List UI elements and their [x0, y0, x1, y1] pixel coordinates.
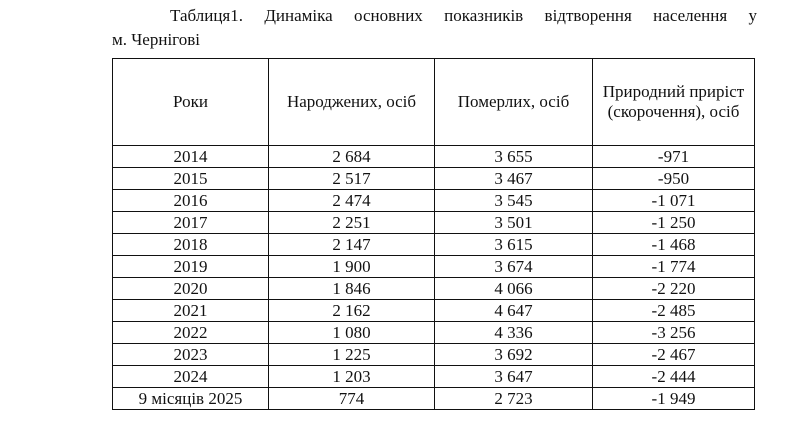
cell-year: 2017 — [113, 212, 269, 234]
header-deaths: Померлих, осіб — [435, 59, 593, 146]
cell-births: 774 — [269, 388, 435, 410]
caption-line-1: Таблиця1. Динаміка основних показників відтворення населення у — [170, 6, 757, 25]
cell-year: 2024 — [113, 366, 269, 388]
cell-natural-growth: -2 444 — [593, 366, 755, 388]
cell-natural-growth: -2 485 — [593, 300, 755, 322]
header-years: Роки — [113, 59, 269, 146]
cell-natural-growth: -3 256 — [593, 322, 755, 344]
cell-births: 1 080 — [269, 322, 435, 344]
cell-natural-growth: -1 250 — [593, 212, 755, 234]
table-row — [113, 300, 755, 322]
table-row — [113, 212, 755, 234]
cell-births: 2 147 — [269, 234, 435, 256]
cell-births: 1 203 — [269, 366, 435, 388]
cell-births: 2 162 — [269, 300, 435, 322]
cell-births: 2 251 — [269, 212, 435, 234]
caption-line-2: м. Чернігові — [112, 30, 200, 49]
cell-natural-growth: -950 — [593, 168, 755, 190]
cell-deaths: 3 692 — [435, 344, 593, 366]
cell-year: 2023 — [113, 344, 269, 366]
cell-year: 2020 — [113, 278, 269, 300]
cell-natural-growth: -971 — [593, 146, 755, 168]
header-births: Народжених, осіб — [269, 59, 435, 146]
cell-births: 1 900 — [269, 256, 435, 278]
table-row — [113, 234, 755, 256]
header-row — [113, 59, 755, 146]
cell-natural-growth: -1 774 — [593, 256, 755, 278]
cell-deaths: 3 674 — [435, 256, 593, 278]
cell-births: 2 474 — [269, 190, 435, 212]
cell-year: 2018 — [113, 234, 269, 256]
cell-year: 2021 — [113, 300, 269, 322]
cell-deaths: 4 066 — [435, 278, 593, 300]
cell-natural-growth: -1 468 — [593, 234, 755, 256]
table-row — [113, 168, 755, 190]
table-caption — [112, 4, 757, 52]
cell-year: 2015 — [113, 168, 269, 190]
cell-year: 2022 — [113, 322, 269, 344]
cell-deaths: 4 336 — [435, 322, 593, 344]
table-header — [113, 59, 755, 146]
table-row — [113, 278, 755, 300]
cell-births: 1 846 — [269, 278, 435, 300]
cell-deaths: 4 647 — [435, 300, 593, 322]
cell-year: 2019 — [113, 256, 269, 278]
cell-births: 1 225 — [269, 344, 435, 366]
cell-year: 2014 — [113, 146, 269, 168]
cell-deaths: 3 545 — [435, 190, 593, 212]
cell-year: 9 місяців 2025 — [113, 388, 269, 410]
header-natural-growth: Природний приріст (скорочення), осіб — [593, 59, 755, 146]
cell-natural-growth: -2 220 — [593, 278, 755, 300]
cell-births: 2 517 — [269, 168, 435, 190]
cell-deaths: 3 467 — [435, 168, 593, 190]
cell-natural-growth: -1 949 — [593, 388, 755, 410]
cell-deaths: 3 655 — [435, 146, 593, 168]
cell-deaths: 2 723 — [435, 388, 593, 410]
table-row — [113, 344, 755, 366]
table-row — [113, 388, 755, 410]
table-row — [113, 322, 755, 344]
cell-deaths: 3 501 — [435, 212, 593, 234]
population-dynamics-table — [112, 58, 755, 410]
cell-natural-growth: -1 071 — [593, 190, 755, 212]
cell-births: 2 684 — [269, 146, 435, 168]
cell-natural-growth: -2 467 — [593, 344, 755, 366]
table-row — [113, 366, 755, 388]
cell-year: 2016 — [113, 190, 269, 212]
table-body — [113, 146, 755, 410]
table-row — [113, 256, 755, 278]
cell-deaths: 3 647 — [435, 366, 593, 388]
table-row — [113, 146, 755, 168]
table-row — [113, 190, 755, 212]
cell-deaths: 3 615 — [435, 234, 593, 256]
